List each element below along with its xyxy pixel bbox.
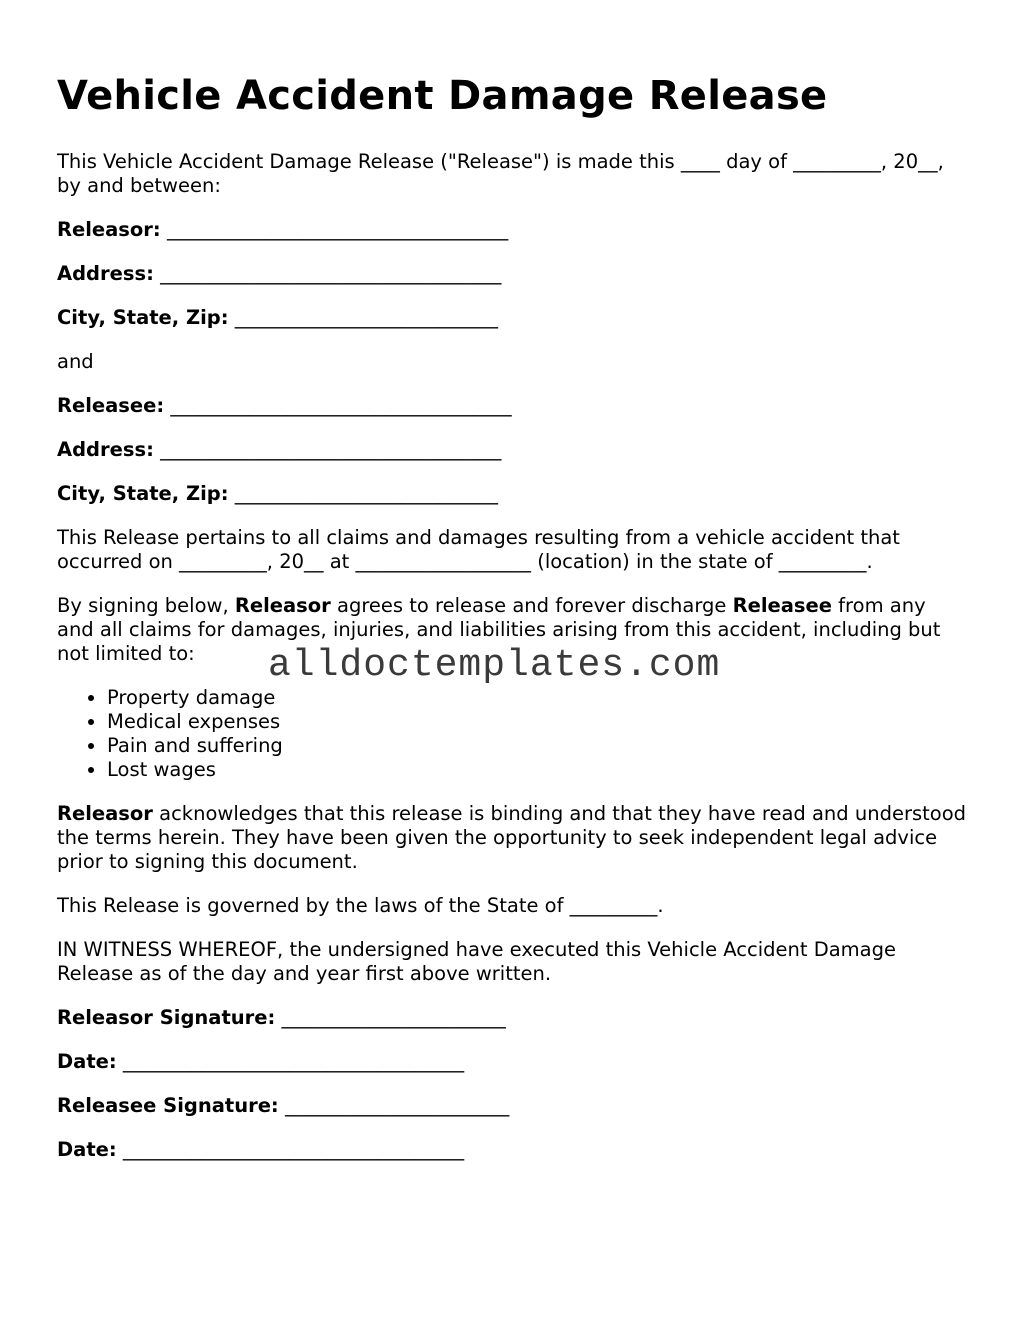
list-item: • Lost wages	[107, 758, 967, 782]
releasor-address-field	[57, 262, 967, 286]
releasor-address-label: Address:	[57, 262, 154, 285]
list-item: • Medical expenses	[107, 710, 967, 734]
releasor-date-field	[57, 1050, 967, 1074]
releasor-name-blank: ___________________________________	[166, 218, 509, 241]
releasor-address-blank: ___________________________________	[160, 262, 502, 285]
releasor-city-blank: ___________________________	[234, 306, 499, 329]
acknowledge-paragraph	[57, 802, 967, 874]
intro-paragraph: This Vehicle Accident Damage Release ("Release") is made this ____ day of _________, 20__, by and between:	[57, 150, 944, 197]
document-page	[57, 70, 967, 1182]
releasor-signature-blank: _______________________	[281, 1006, 506, 1029]
acknowledge-releasor: Releasor	[57, 802, 153, 825]
discharge-text-3: from any and all claims for damages, injuries, and liabilities arising from this accident, including but not limited to:	[57, 594, 941, 665]
releasee-signature-field	[57, 1094, 967, 1118]
releasee-date-label: Date:	[57, 1138, 117, 1161]
releasor-date-blank: ___________________________________	[122, 1050, 465, 1073]
acknowledge-text: acknowledges that this release is binding and that they have read and understood the terms herein. They have been given the opportunity to seek independent legal advice prior to signing this document.	[57, 802, 967, 873]
releasee-signature-label: Releasee Signature:	[57, 1094, 279, 1117]
list-item: • Property damage	[107, 686, 967, 710]
releasee-name-blank: ___________________________________	[170, 394, 512, 417]
releasor-signature-field	[57, 1006, 967, 1030]
list-item: • Pain and suffering	[107, 734, 967, 758]
releasee-date-field	[57, 1138, 967, 1162]
releasee-signature-blank: _______________________	[284, 1094, 510, 1117]
governed-paragraph: This Release is governed by the laws of the State of _________.	[57, 894, 664, 917]
discharge-releasor: Releasor	[234, 594, 331, 617]
releasor-city-field	[57, 306, 967, 330]
releasee-address-blank: ___________________________________	[160, 438, 502, 461]
witness-paragraph: IN WITNESS WHEREOF, the undersigned have executed this Vehicle Accident Damage Release as of the day and year first above written.	[57, 938, 897, 985]
releasor-date-label: Date:	[57, 1050, 117, 1073]
releasee-city-label: City, State, Zip:	[57, 482, 229, 505]
releasee-address-field	[57, 438, 967, 462]
releasee-city-field	[57, 482, 967, 506]
releasor-name-label: Releasor:	[57, 218, 161, 241]
releasee-name-field	[57, 394, 967, 418]
damages-list	[57, 686, 967, 782]
and-text: and	[57, 350, 94, 373]
releasee-date-blank: ___________________________________	[122, 1138, 465, 1161]
pertains-paragraph: This Release pertains to all claims and damages resulting from a vehicle accident that occurred on _________, 20__ at __________________ (location) in the state of _________.	[57, 526, 900, 573]
releasee-city-blank: ___________________________	[234, 482, 499, 505]
releasor-city-label: City, State, Zip:	[57, 306, 229, 329]
discharge-releasee: Releasee	[732, 594, 832, 617]
releasor-signature-label: Releasor Signature:	[57, 1006, 276, 1029]
releasee-address-label: Address:	[57, 438, 154, 461]
document-title: Vehicle Accident Damage Release	[57, 73, 828, 119]
releasor-name-field	[57, 218, 967, 242]
discharge-text-1: By signing below,	[57, 594, 235, 617]
watermark: alldoctemplates.com	[268, 644, 721, 687]
discharge-text-2: agrees to release and forever discharge	[330, 594, 733, 617]
releasee-name-label: Releasee:	[57, 394, 165, 417]
